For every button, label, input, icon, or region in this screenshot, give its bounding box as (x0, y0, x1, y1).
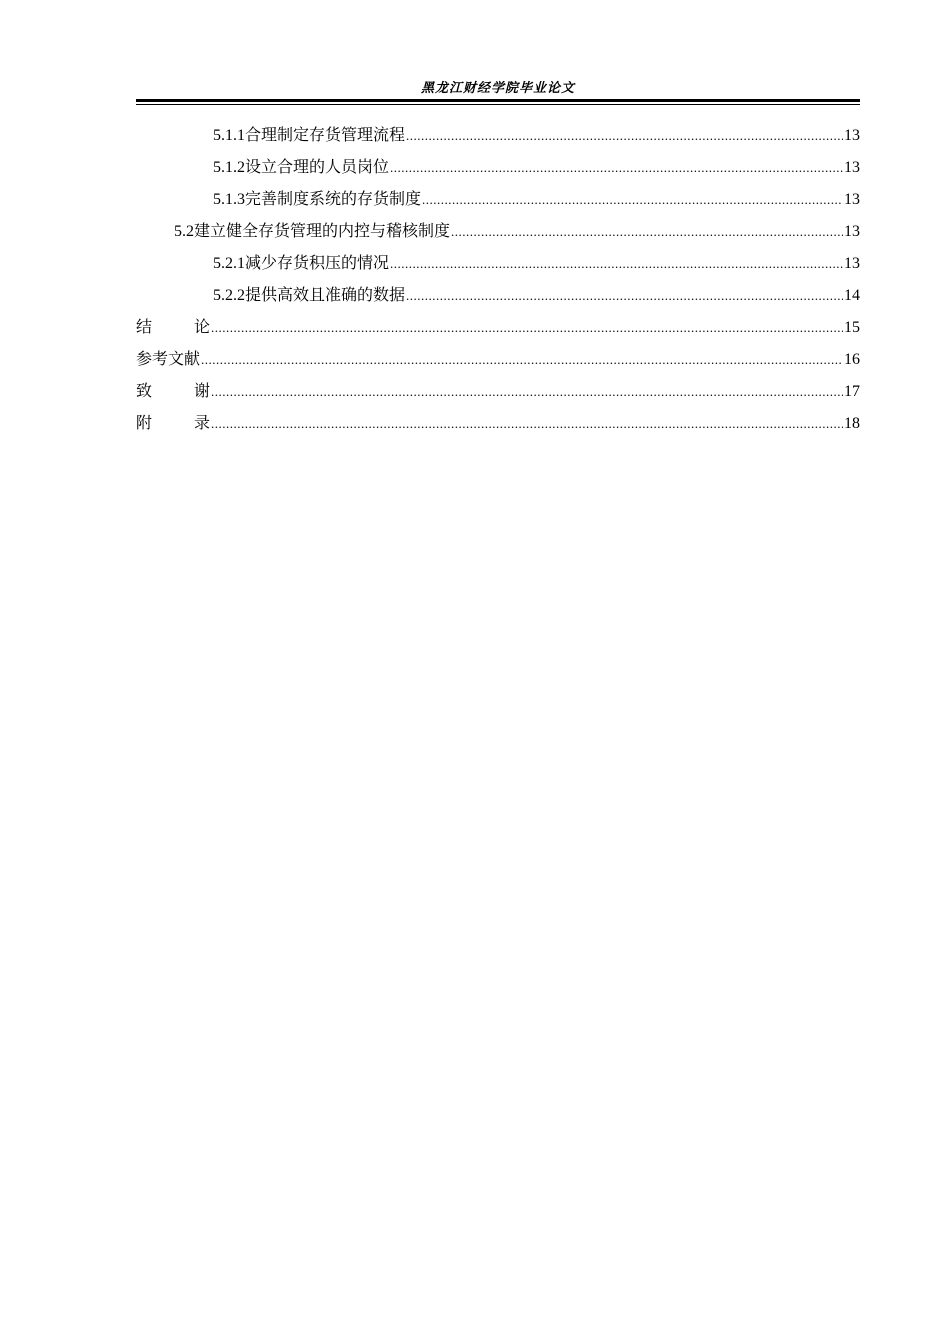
toc-entry-page: 13 (844, 159, 860, 176)
toc-entry-title: 建立健全存货管理的内控与稽核制度 (194, 221, 451, 240)
toc-entry-title-char: 致 (136, 381, 153, 400)
toc-dot-leader (211, 409, 843, 439)
toc-entry[interactable] (136, 408, 860, 438)
toc-entry[interactable] (213, 120, 860, 150)
header-rule-thin (136, 104, 860, 105)
toc-entry-number: 5.2.1 (213, 255, 245, 272)
toc-entry[interactable] (213, 152, 860, 182)
toc-entry-page: 13 (844, 191, 860, 208)
toc-entry-title: 完善制度系统的存货制度 (245, 189, 422, 208)
toc-entry-title: 提供高效且准确的数据 (245, 285, 406, 304)
toc-dot-leader (390, 153, 843, 183)
toc-dot-leader (390, 249, 843, 279)
toc-entry-number: 5.1.1 (213, 127, 245, 144)
toc-entry[interactable] (213, 280, 860, 310)
toc-entry-title-char: 附 (136, 413, 153, 432)
toc-entry-title (136, 312, 210, 342)
toc-entry[interactable] (213, 184, 860, 214)
toc-dot-leader (211, 377, 843, 407)
toc-dot-leader (211, 313, 843, 343)
toc-entry[interactable] (136, 376, 860, 406)
toc-entry-page: 13 (844, 127, 860, 144)
toc-dot-leader (422, 185, 843, 215)
toc-dot-leader (406, 121, 843, 151)
toc-entry-number: 5.1.3 (213, 191, 245, 208)
toc-entry-title (136, 408, 210, 438)
toc-dot-leader (406, 281, 843, 311)
toc-dot-leader (201, 345, 843, 375)
toc-entry-page: 13 (844, 255, 860, 272)
toc-entry[interactable] (174, 216, 860, 246)
header-rule-thick (136, 99, 860, 102)
toc-entry-title (136, 376, 210, 406)
toc-entry-title-char: 谢 (194, 381, 211, 400)
toc-entry-title-char: 录 (194, 413, 211, 432)
toc-dot-leader (451, 217, 843, 247)
toc-entry-title: 减少存货积压的情况 (245, 253, 390, 272)
toc-entry-title: 参考文献 (136, 349, 201, 368)
toc-entry-page: 13 (844, 223, 860, 240)
toc-entry-page: 17 (844, 383, 860, 400)
toc-entry[interactable] (136, 344, 860, 374)
toc-entry-page: 14 (844, 287, 860, 304)
toc-entry-number: 5.2 (174, 223, 194, 240)
toc-entry-title: 设立合理的人员岗位 (245, 157, 390, 176)
toc-entry-page: 15 (844, 319, 860, 336)
toc-entry[interactable] (136, 312, 860, 342)
toc-entry-title-char: 结 (136, 317, 153, 336)
toc-entry[interactable] (213, 248, 860, 278)
toc-entry-number: 5.2.2 (213, 287, 245, 304)
toc-entry-number: 5.1.2 (213, 159, 245, 176)
toc-entry-page: 16 (844, 351, 860, 368)
toc-entry-page: 18 (844, 415, 860, 432)
toc-entry-title: 合理制定存货管理流程 (245, 125, 406, 144)
page-header-title: 黑龙江财经学院毕业论文 (420, 81, 575, 96)
toc-entry-title-char: 论 (194, 317, 211, 336)
